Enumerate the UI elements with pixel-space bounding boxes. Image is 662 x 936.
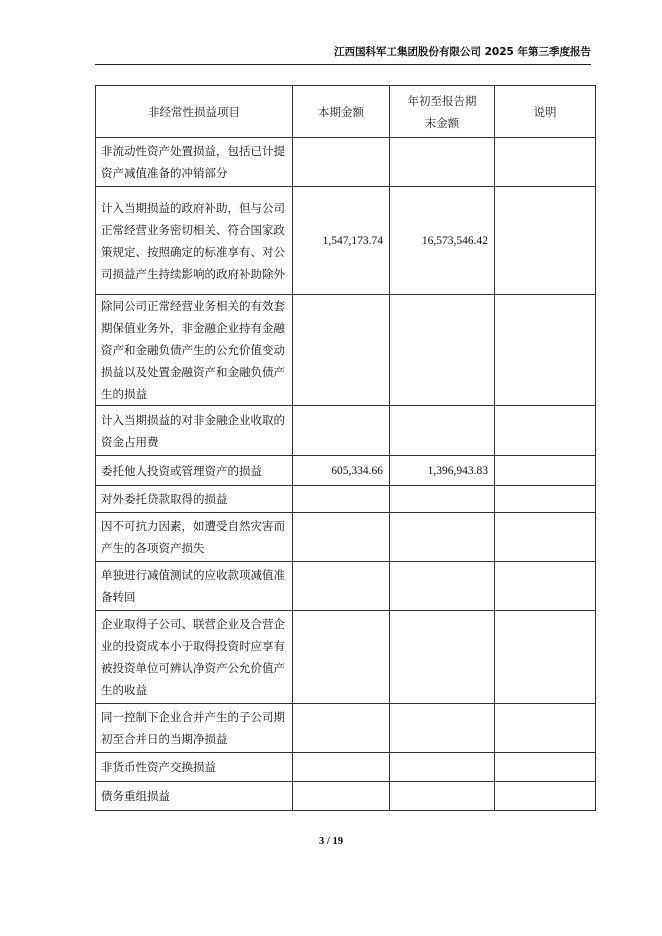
table-row [96,513,596,562]
row-ytd-amount: 16,573,546.42 [390,187,495,295]
row-current-amount [293,295,390,406]
row-current-amount [293,486,390,513]
non-recurring-gains-table [95,85,596,811]
row-item-label: 计入当期损益的对非金融企业收取的资金占用费 [96,406,293,456]
page-number: 3 / 19 [319,836,343,847]
table-header-row [96,86,596,138]
row-ytd-amount [390,704,495,753]
table-row [96,406,596,456]
row-note [495,187,596,295]
report-header-title: 江西国科军工集团股份有限公司 2025 年第三季度报告 [333,46,591,58]
row-note [495,753,596,782]
row-ytd-amount [390,753,495,782]
row-item-label: 除同公司正常经营业务相关的有效套期保值业务外，非金融企业持有金融资产和金融负债产生的公允价值变动损益以及处置金融资产和金融负债产生的损益 [96,295,293,406]
row-item-label: 委托他人投资或管理资产的损益 [96,456,293,486]
row-current-amount: 605,334.66 [293,456,390,486]
row-current-amount [293,406,390,456]
row-item-label: 同一控制下企业合并产生的子公司期初至合并日的当期净损益 [96,704,293,753]
row-current-amount [293,611,390,704]
header-divider [95,64,591,65]
table-row [96,782,596,811]
column-header-ytd: 年初至报告期末金额 [390,86,495,138]
row-item-label: 单独进行减值测试的应收款项减值准备转回 [96,562,293,611]
row-ytd-amount [390,562,495,611]
table-row [96,138,596,187]
row-item-label: 计入当期损益的政府补助，但与公司正常经营业务密切相关、符合国家政策规定、按照确定的标准享有、对公司损益产生持续影响的政府补助除外 [96,187,293,295]
row-note [495,562,596,611]
row-note [495,486,596,513]
row-item-label: 对外委托贷款取得的损益 [96,486,293,513]
row-note [495,456,596,486]
table-row [96,456,596,486]
table-row [96,486,596,513]
row-ytd-amount [390,406,495,456]
row-note [495,704,596,753]
row-ytd-amount [390,611,495,704]
row-ytd-amount [390,782,495,811]
row-ytd-amount [390,513,495,562]
row-ytd-amount [390,138,495,187]
column-header-note: 说明 [495,86,596,138]
row-current-amount [293,782,390,811]
row-ytd-amount [390,295,495,406]
row-note [495,406,596,456]
row-item-label: 非流动性资产处置损益，包括已计提资产减值准备的冲销部分 [96,138,293,187]
table-row [96,562,596,611]
row-note [495,513,596,562]
row-note [495,295,596,406]
row-current-amount [293,513,390,562]
row-item-label: 因不可抗力因素，如遭受自然灾害而产生的各项资产损失 [96,513,293,562]
row-ytd-amount [390,486,495,513]
row-item-label: 非货币性资产交换损益 [96,753,293,782]
row-note [495,138,596,187]
table-row [96,295,596,406]
row-note [495,782,596,811]
row-current-amount [293,704,390,753]
row-current-amount: 1,547,173.74 [293,187,390,295]
table-row [96,187,596,295]
row-note [495,611,596,704]
row-current-amount [293,753,390,782]
row-current-amount [293,138,390,187]
column-header-current: 本期金额 [293,86,390,138]
table-row [96,753,596,782]
table-row [96,704,596,753]
row-item-label: 企业取得子公司、联营企业及合营企业的投资成本小于取得投资时应享有被投资单位可辨认净资产公允价值产生的收益 [96,611,293,704]
row-item-label: 债务重组损益 [96,782,293,811]
row-current-amount [293,562,390,611]
table-row [96,611,596,704]
row-ytd-amount: 1,396,943.83 [390,456,495,486]
column-header-item: 非经常性损益项目 [96,86,293,138]
